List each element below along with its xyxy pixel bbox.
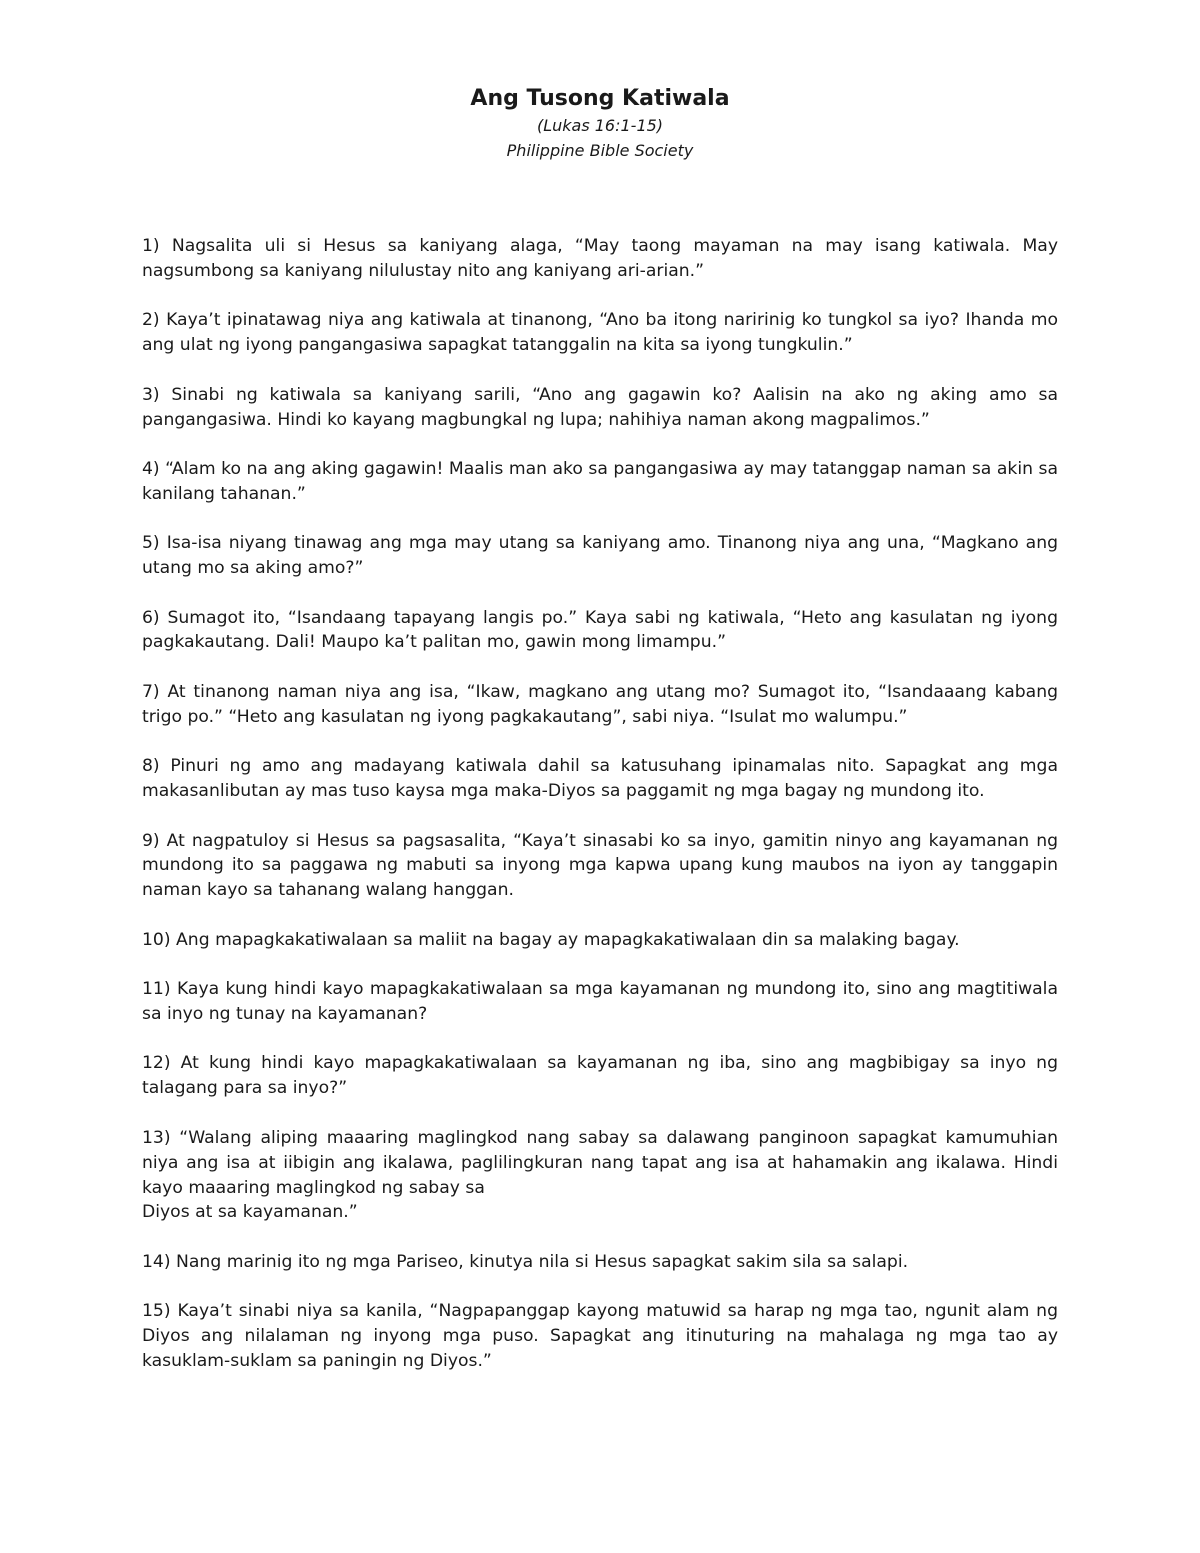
- verse-8: 8) Pinuri ng amo ang madayang katiwala dahil sa katusuhang ipinamalas nito. Sapagkat ang mga makasanlibutan ay mas tuso kaysa mga maka-Diyos sa paggamit ng mga bagay ng mundong ito.: [142, 756, 1058, 802]
- verse-4: 4) “Alam ko na ang aking gagawin! Maalis man ako sa pangangasiwa ay may tatanggap naman sa akin sa kanilang tahanan.”: [142, 458, 1058, 504]
- verse-9: 9) At nagpatuloy si Hesus sa pagsasalita, “Kaya’t sinasabi ko sa inyo, gamitin ninyo ang kayamanan ng mundong ito sa paggawa ng mabuti sa inyong mga kapwa upang kung maubos na iyon ay tanggapin naman kayo sa tahanang walang hanggan.: [142, 830, 1058, 901]
- verse-2: 2) Kaya’t ipinatawag niya ang katiwala at tinanong, “Ano ba itong naririnig ko tungkol sa iyo? Ihanda mo ang ulat ng iyong pangangasiwa sapagkat tatanggalin na kita sa iyong tungkulin.”: [142, 310, 1058, 356]
- verse-3: 3) Sinabi ng katiwala sa kaniyang sarili, “Ano ang gagawin ko? Aalisin na ako ng aking amo sa pangangasiwa. Hindi ko kayang magbungkal ng lupa; nahihiya naman akong magpalimos.”: [142, 384, 1058, 430]
- verse-1: 1) Nagsalita uli si Hesus sa kaniyang alaga, “May taong mayaman na may isang katiwala. May nagsumbong sa kaniyang nilulustay nito ang kaniyang ari-arian.”: [142, 236, 1058, 281]
- verse-5: 5) Isa-isa niyang tinawag ang mga may utang sa kaniyang amo. Tinanong niya ang una, “Magkano ang utang mo sa aking amo?”: [142, 533, 1058, 579]
- verse-13-last-line: Diyos at sa kayamanan.”: [142, 1202, 358, 1223]
- verse-10: 10) Ang mapagkakatiwalaan sa maliit na bagay ay mapagkakatiwalaan din sa malaking bagay.: [142, 929, 960, 950]
- verse-13-text: 13) “Walang aliping maaaring maglingkod nang sabay sa dalawang panginoon sapagkat kamumuhian niya ang isa at iibigin ang ikalawa, paglilingkuran nang tapat ang isa at hahamakin ang ikalawa. Hindi kayo maaaring maglingkod ng sabay sa: [142, 1127, 1058, 1198]
- verse-12: 12) At kung hindi kayo mapagkakatiwalaan sa kayamanan ng iba, sino ang magbibigay sa inyo ng talagang para sa inyo?”: [142, 1053, 1058, 1099]
- document-title: Ang Tusong Katiwala: [470, 86, 730, 111]
- verse-13: [142, 1126, 1058, 1226]
- verse-7: 7) At tinanong naman niya ang isa, “Ikaw, magkano ang utang mo? Sumagot ito, “Isandaaang kabang trigo po.” “Heto ang kasulatan ng iyong pagkakautang”, sabi niya. “Isulat mo walumpu.”: [142, 681, 1058, 727]
- source-attribution: Philippine Bible Society: [506, 141, 694, 160]
- verse-6: 6) Sumagot ito, “Isandaang tapayang langis po.” Kaya sabi ng katiwala, “Heto ang kasulatan ng iyong pagkakautang. Dali! Maupo ka’t palitan mo, gawin mong limampu.”: [142, 607, 1058, 653]
- verse-11: 11) Kaya kung hindi kayo mapagkakatiwalaan sa mga kayamanan ng mundong ito, sino ang magtitiwala sa inyo ng tunay na kayamanan?: [142, 979, 1058, 1025]
- verse-15: 15) Kaya’t sinabi niya sa kanila, “Nagpapanggap kayong matuwid sa harap ng mga tao, ngunit alam ng Diyos ang nilalaman ng inyong mga puso. Sapagkat ang itinuturing na mahalaga ng mga tao ay kasuklam-suklam sa paningin ng Diyos.”: [142, 1301, 1058, 1372]
- verse-list: [142, 234, 1058, 1399]
- scripture-reference: (Lukas 16:1-15): [536, 116, 664, 135]
- verse-14: 14) Nang marinig ito ng mga Pariseo, kinutya nila si Hesus sapagkat sakim sila sa salapi.: [142, 1251, 909, 1272]
